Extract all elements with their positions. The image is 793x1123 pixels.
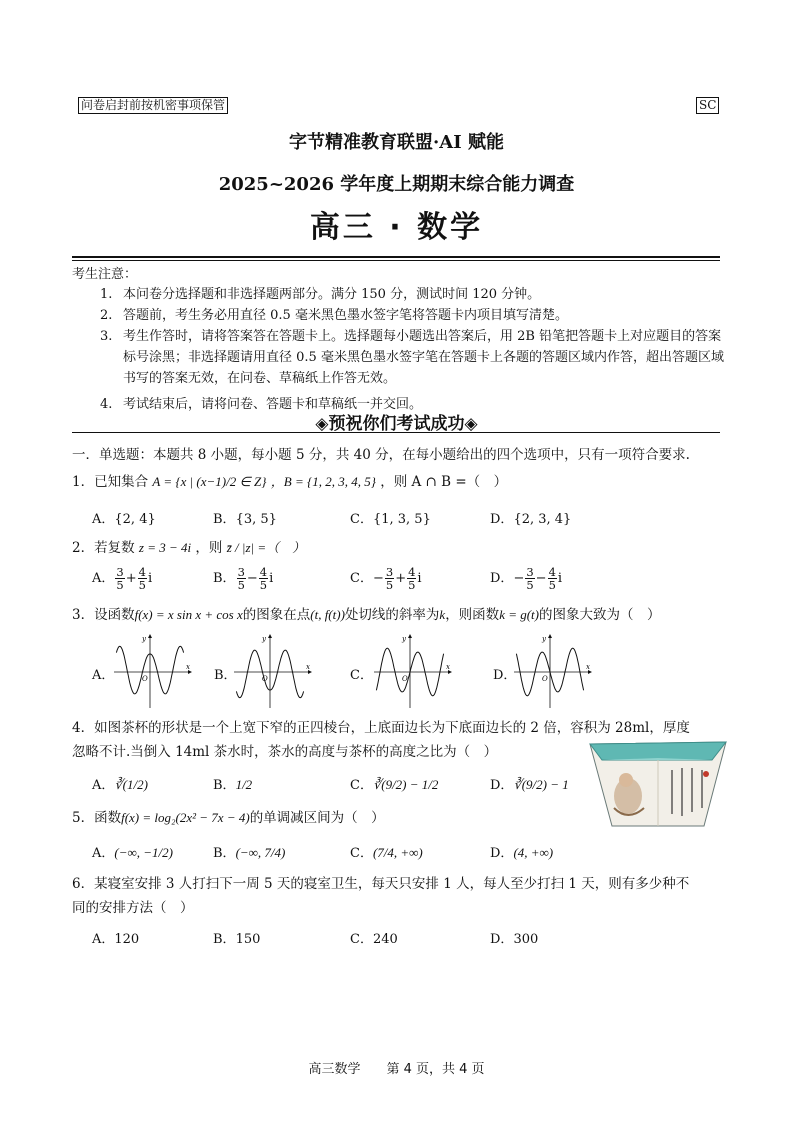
q1-lead: 1．已知集合 <box>72 474 149 490</box>
q6-option-a[interactable]: A．120 <box>92 932 140 947</box>
y-arrow <box>268 634 272 638</box>
page-footer: 高三数学 第 4 页，共 4 页 <box>308 1062 485 1077</box>
q1-option-d[interactable]: D．{2, 3, 4} <box>490 512 572 527</box>
q3-text-b: 的图象在点 <box>242 607 311 623</box>
q5-lead: 5．函数 <box>72 810 122 826</box>
subject-title: 高三 · 数学 <box>309 210 484 245</box>
origin-label: O <box>262 675 268 683</box>
q3-option-b-label[interactable]: B． <box>214 668 237 683</box>
q3-function: f(x) = x sin x + cos x <box>134 607 243 622</box>
q2-option-b[interactable]: B． $\frac{3}{5}$ − $\frac{4}{5}$ i <box>213 565 274 592</box>
note-text: 考生作答时，请将答案答在答题卡上。选择题每小题选出答案后，用 2B 铅笔把答题卡上对应题目的答案标号涂黑；非选择题请用直径 0.5 毫米黑色墨水签字笔在答题卡上各题的答题区域内作答，超出答题区域书写的答案无效，在问卷、草稿纸上作答无效。 <box>123 329 724 386</box>
origin-label: O <box>542 675 548 683</box>
q3-option-d-label[interactable]: D． <box>493 668 517 683</box>
y-label: y <box>142 635 146 643</box>
q2-option-d[interactable]: D．− $\frac{3}{5}$ − $\frac{4}{5}$ i <box>490 565 563 592</box>
q3-text-e: 的图象大致为（ ） <box>539 607 661 623</box>
q6-option-b[interactable]: B．150 <box>213 932 261 947</box>
y-label: y <box>542 635 546 643</box>
q3-graph-b[interactable] <box>232 632 314 710</box>
note-item <box>100 284 725 305</box>
question-2-stem <box>72 536 732 560</box>
note-text: 本问卷分选择题和非选择题两部分。满分 150 分，测试时间 120 分钟。 <box>123 287 541 302</box>
q2-option-a[interactable]: A． $\frac{3}{5}$ + $\frac{4}{5}$ i <box>92 565 153 592</box>
q3-text-c: 处切线的斜率为 <box>344 607 440 623</box>
header-rule-thin <box>72 260 720 261</box>
note-number: 1. <box>100 287 113 302</box>
x-label: x <box>586 663 590 671</box>
q2-z: z = 3 − 4i <box>138 540 192 555</box>
note-text: 考试结束后，请将问卷、答题卡和草稿纸一并交回。 <box>123 397 423 412</box>
question-4-line1: 4．如图茶杯的形状是一个上宽下窄的正四棱台，上底面边长为下底面边长的 2 倍，容积为 28ml，厚度 <box>72 720 690 736</box>
notes-title: 考生注意： <box>72 267 138 282</box>
q5-option-c[interactable]: C．(7/4, +∞) <box>350 845 423 861</box>
q3-graph-c[interactable] <box>372 632 454 710</box>
x-label: x <box>186 663 190 671</box>
q5-option-b[interactable]: B．(−∞, 7/4) <box>213 845 286 861</box>
q4-option-c[interactable]: C．∛(9/2) − 1/2 <box>350 777 439 793</box>
header-rule-thick <box>72 256 720 258</box>
q1-set-b: ，B = {1, 2, 3, 4, 5} <box>270 474 376 489</box>
q3-option-c-label[interactable]: C． <box>350 668 373 683</box>
question-4-line2: 忽略不计.当倒入 14ml 茶水时，茶水的高度与茶杯的高度之比为（ ） <box>72 744 498 760</box>
y-arrow <box>148 634 152 638</box>
y-arrow <box>548 634 552 638</box>
note-number: 3. <box>100 329 113 344</box>
y-arrow <box>408 634 412 638</box>
org-title: 字节精准教育联盟·AI 赋能 <box>289 132 504 153</box>
exam-code: SC <box>696 97 719 114</box>
q3-g: k = g(t) <box>499 607 539 622</box>
section-rule <box>72 432 720 433</box>
exam-title: 2025~2026 学年度上期期末综合能力调查 <box>218 174 575 195</box>
q1-option-b[interactable]: B．{3, 5} <box>213 512 277 527</box>
q3-lead: 3．设函数 <box>72 607 135 623</box>
x-label: x <box>446 663 450 671</box>
q4-option-d[interactable]: D．∛(9/2) − 1 <box>490 777 569 793</box>
note-item <box>100 305 725 326</box>
q3-graph-d[interactable] <box>512 632 594 710</box>
q3-graph-a[interactable] <box>112 632 194 710</box>
question-3-stem <box>72 603 732 627</box>
question-6-line1: 6．某寝室安排 3 人打扫下一周 5 天的寝室卫生，每天只安排 1 人，每人至少打扫 1 天，则有多少种不 <box>72 876 690 892</box>
note-number: 2. <box>100 308 113 323</box>
confidential-label: 问卷启封前按机密事项保管 <box>78 97 228 114</box>
q6-option-c[interactable]: C．240 <box>350 932 398 947</box>
origin-label: O <box>402 675 408 683</box>
q3-text-d: ，则函数 <box>445 607 500 623</box>
question-6-line2: 同的安排方法（ ） <box>72 900 194 916</box>
q3-point: (t, f(t)) <box>310 607 345 622</box>
q4-option-a[interactable]: A．∛(1/2) <box>92 777 148 793</box>
q2-expr: z̄ / |z| =（ ） <box>226 540 306 555</box>
section-heading: 一．单选题：本题共 8 小题，每小题 5 分，共 40 分，在每小题给出的四个选项中，只有一项符合要求. <box>72 447 690 463</box>
good-luck-banner: ◈预祝你们考试成功◈ <box>315 414 478 434</box>
q1-option-c[interactable]: C．{1, 3, 5} <box>350 512 431 527</box>
q3-option-a-label[interactable]: A． <box>92 668 115 683</box>
question-5-stem <box>72 806 732 830</box>
y-label: y <box>402 635 406 643</box>
q3-k: k <box>439 607 446 622</box>
q1-set-a: A = {x | (x−1)/2 ∈ Z} <box>152 474 267 489</box>
q6-option-d[interactable]: D．300 <box>490 932 539 947</box>
q1-tail: ，则 A ∩ B =（ ） <box>380 474 508 490</box>
q5-tail: 的单调减区间为（ ） <box>249 810 385 826</box>
q5-option-d[interactable]: D．(4, +∞) <box>490 845 554 861</box>
q1-option-a[interactable]: A．{2, 4} <box>92 512 156 527</box>
q5-option-a[interactable]: A．(−∞, −1/2) <box>92 845 173 861</box>
note-number: 4. <box>100 397 113 412</box>
note-text: 答题前，考生务必用直径 0.5 毫米黑色墨水签字笔将答题卡内项目填写清楚。 <box>123 308 568 323</box>
x-label: x <box>306 663 310 671</box>
note-item <box>100 326 725 389</box>
q2-mid: ，则 <box>195 540 223 556</box>
q4-option-b[interactable]: B．1/2 <box>213 777 253 793</box>
question-1-stem <box>72 470 732 494</box>
q2-lead: 2．若复数 <box>72 540 135 556</box>
q5-function: f(x) = log₂(2x² − 7x − 4) <box>121 810 250 825</box>
y-label: y <box>262 635 266 643</box>
origin-label: O <box>142 675 148 683</box>
q2-option-c[interactable]: C．− $\frac{3}{5}$ + $\frac{4}{5}$ i <box>350 565 422 592</box>
